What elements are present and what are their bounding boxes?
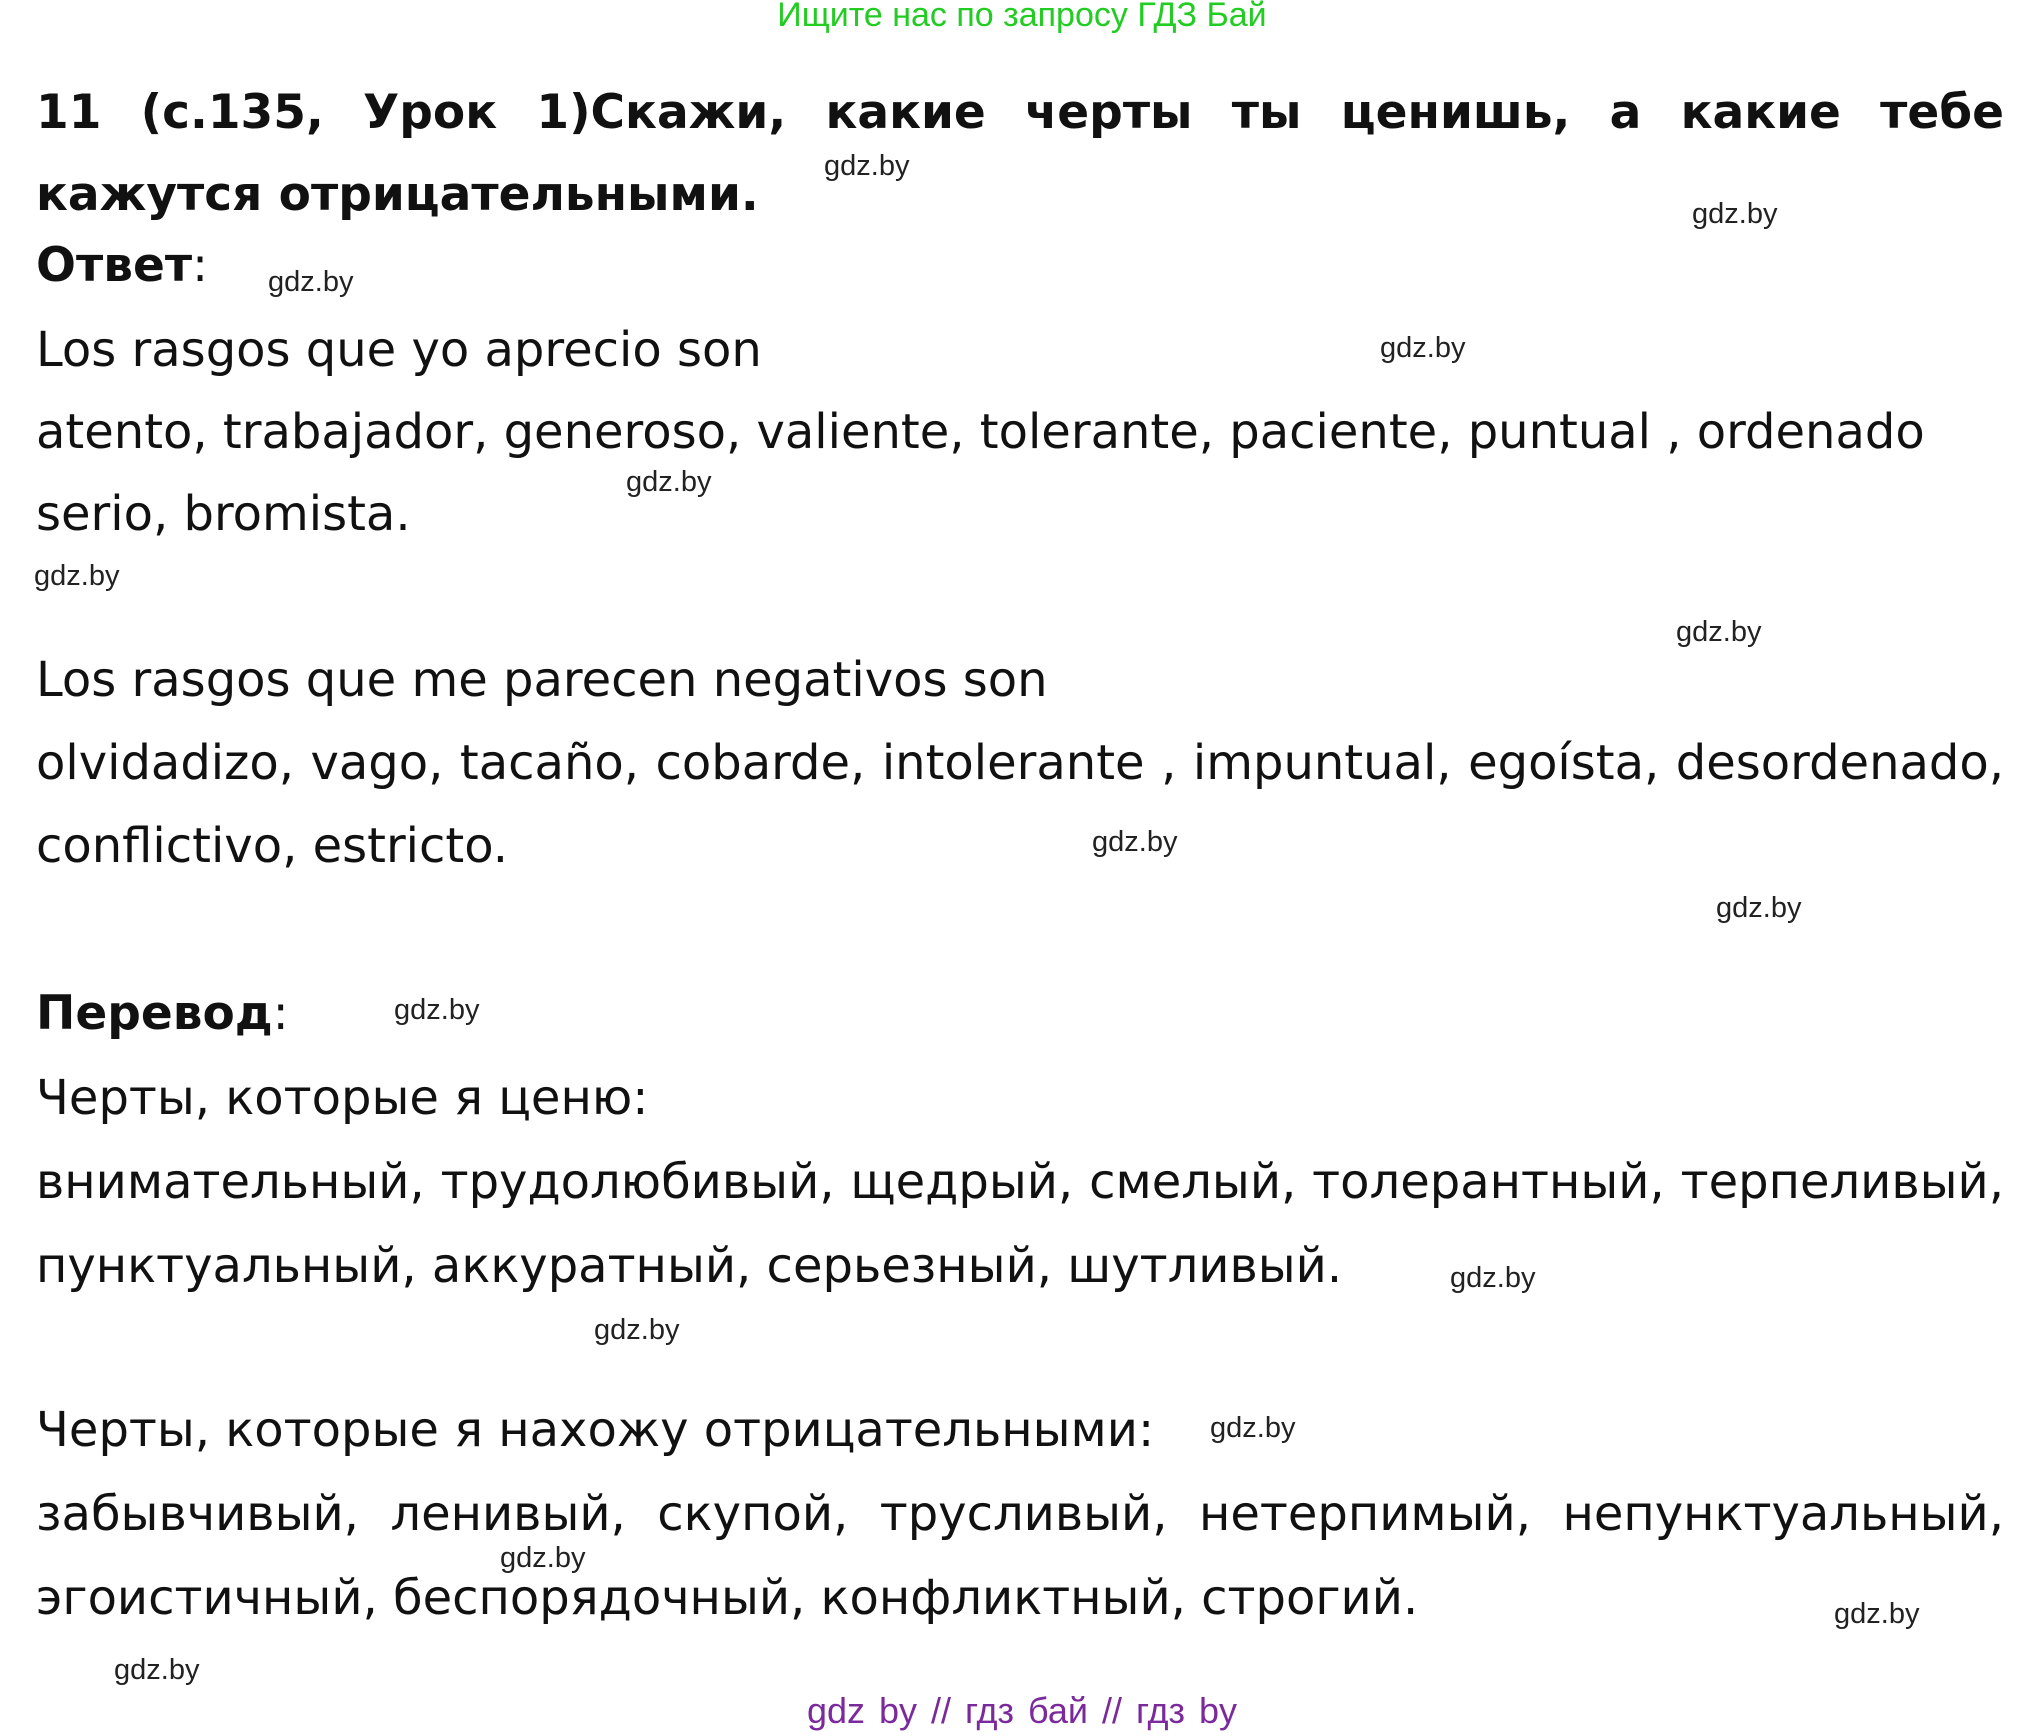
watermark: gdz.by (594, 1314, 680, 1346)
answer-negative-intro: Los rasgos que me parecen negativos son (36, 652, 1048, 708)
translation-positive-intro: Черты, которые я ценю: (36, 1070, 649, 1126)
answer-positive-line-1: atento, trabajador, generoso, valiente, tolerante, paciente, puntual , ordenado (36, 404, 1925, 460)
watermark: gdz.by (1834, 1598, 1920, 1630)
answer-label-text: Ответ (36, 238, 193, 293)
translation-label-text: Перевод (36, 986, 273, 1041)
watermark: gdz.by (1450, 1262, 1536, 1294)
watermark: gdz.by (1692, 198, 1778, 230)
watermark: gdz.by (500, 1542, 586, 1574)
watermark: gdz.by (626, 466, 712, 498)
answer-positive-intro: Los rasgos que yo aprecio son (36, 322, 762, 378)
answer-negative-line-1: olvidadizo, vago, tacaño, cobarde, intolerante , impuntual, egoísta, desordenado, (36, 735, 2004, 791)
translation-positive-line-1: внимательный, трудолюбивый, щедрый, смелый, толерантный, терпеливый, (36, 1154, 2004, 1210)
watermark: gdz.by (1092, 826, 1178, 858)
translation-label: Перевод: (36, 986, 289, 1041)
task-heading: 11 (с.135, Урок 1)Скажи, какие черты ты ценишь, а какие тебе кажутся отрицательными. (36, 85, 2004, 222)
watermark: gdz.by (824, 150, 910, 182)
watermark: gdz.by (34, 560, 120, 592)
translation-negative-line-2: эгоистичный, беспорядочный, конфликтный, строгий. (36, 1570, 1419, 1626)
translation-positive-line-2: пунктуальный, аккуратный, серьезный, шутливый. (36, 1238, 1343, 1294)
answer-label: Ответ: (36, 238, 208, 293)
answer-negative-line-2: conflictivo, estricto. (36, 818, 509, 874)
watermark: gdz.by (268, 266, 354, 298)
watermark: gdz.by (114, 1654, 200, 1686)
watermark: gdz.by (1210, 1412, 1296, 1444)
translation-negative-intro: Черты, которые я нахожу отрицательными: (36, 1402, 1155, 1458)
watermark: gdz.by (394, 994, 480, 1026)
watermark: gdz.by (1676, 616, 1762, 648)
answer-positive-line-2: serio, bromista. (36, 486, 411, 542)
watermark: gdz.by (1380, 332, 1466, 364)
footer-links: gdz by // гдз бай // гдз by (806, 1690, 1238, 1731)
translation-negative-line-1: забывчивый, ленивый, скупой, трусливый, нетерпимый, непунктуальный, (36, 1486, 2004, 1542)
watermark: gdz.by (1716, 892, 1802, 924)
site-banner: Ищите нас по запросу ГДЗ Бай (777, 0, 1267, 34)
